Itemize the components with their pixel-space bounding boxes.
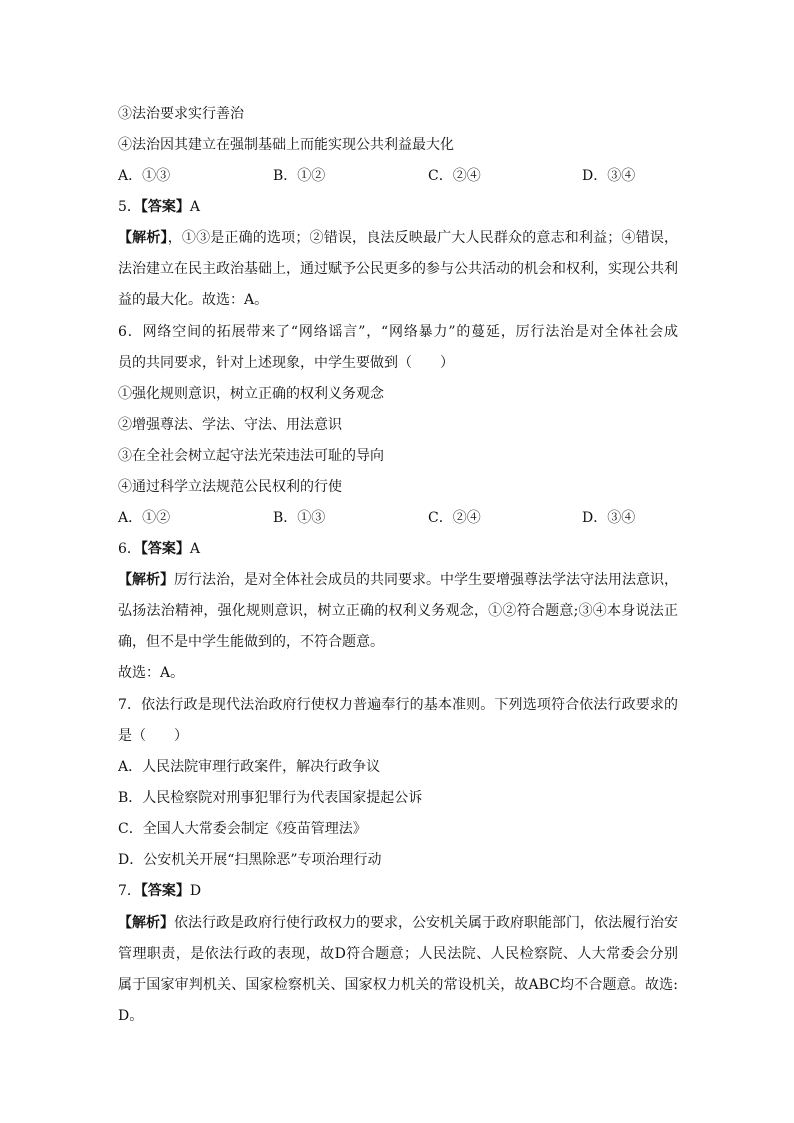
q5-option-b: B．①②: [273, 168, 326, 184]
statement-4: ④法治因其建立在强制基础上而能实现公共利益最大化: [118, 137, 454, 153]
q5-explanation-line-3: 益的最大化。故选：A。: [118, 292, 269, 308]
q6-answer-value: A: [189, 541, 201, 557]
q6-answer: [118, 539, 678, 559]
q6-option-b: B．①③: [273, 510, 326, 526]
q6-explanation-line-1: [118, 570, 678, 590]
q6-statement-4: ④通过科学立法规范公民权利的行使: [118, 479, 342, 495]
statement-3: ③法治要求实行善治: [118, 106, 244, 122]
q7-answer: [118, 881, 678, 901]
q7-question-line-2: 是（ ）: [118, 728, 188, 744]
q6-answer-number: 6．: [118, 541, 141, 557]
q5-explanation-tag: 【解析】: [118, 230, 168, 246]
q5-options: [118, 166, 718, 186]
q5-explanation-line-2: 法治建立在民主政治基础上，通过赋予公民更多的参与公共活动的机会和权利，实现公共利: [118, 261, 678, 277]
q5-answer-value: A: [189, 199, 201, 215]
q7-answer-number: 7．: [118, 883, 141, 899]
q6-option-d: D．③④: [582, 510, 636, 526]
q5-option-a: A．①③: [118, 168, 171, 184]
q7-option-b: B．人民检察院对刑事犯罪行为代表国家提起公诉: [118, 790, 423, 806]
q5-explanation-line-1: [118, 228, 678, 248]
q6-option-c: C．②④: [428, 510, 481, 526]
q6-explanation-tag: 【解析】: [118, 572, 174, 588]
q6-explanation-line-2: 弘扬法治精神，强化规则意识，树立正确的权利义务观念，①②符合题意;③④本身说法正: [118, 603, 678, 619]
q6-options: [118, 508, 718, 528]
q5-explanation-text: ，①③是正确的选项；②错误，良法反映最广大人民群众的意志和利益；④错误，: [167, 230, 678, 246]
q6-explanation-line-4: 故选：A。: [118, 665, 185, 681]
q7-explanation-line-3: 属于国家审判机关、国家检察机关、国家权力机关的常设机关，故ABC均不合题意。故选:: [118, 977, 678, 993]
q7-option-c: C．全国人大常委会制定《疫苗管理法》: [118, 821, 367, 837]
q6-explanation-text: 厉行法治，是对全体社会成员的共同要求。中学生要增强尊法学法守法用法意识，: [174, 572, 678, 588]
q7-explanation-tag: 【解析】: [118, 915, 174, 931]
q6-statement-2: ②增强尊法、学法、守法、用法意识: [118, 417, 342, 433]
q6-statement-1: ①强化规则意识，树立正确的权利义务观念: [118, 386, 384, 402]
q7-answer-tag: 【答案】: [140, 883, 190, 899]
q7-explanation-line-4: D。: [118, 1008, 144, 1024]
q7-option-a: A．人民法院审理行政案件，解决行政争议: [118, 759, 381, 775]
q6-explanation-line-3: 确，但不是中学生能做到的，不符合题意。: [118, 634, 384, 650]
q5-answer-number: 5．: [118, 199, 141, 215]
q7-answer-value: D: [189, 883, 202, 899]
q5-answer-tag: 【答案】: [140, 199, 190, 215]
q7-explanation-text: 依法行政是政府行使行政权力的要求，公安机关属于政府职能部门，依法履行治安: [174, 915, 678, 931]
q7-option-d: D．公安机关开展“扫黑除恶”专项治理行动: [118, 852, 382, 868]
q6-option-a: A．①②: [118, 510, 171, 526]
q5-option-d: D．③④: [582, 168, 636, 184]
q5-option-c: C．②④: [428, 168, 481, 184]
q7-explanation-line-1: [118, 913, 678, 933]
q6-question-line-2: 员的共同要求，针对上述现象，中学生要做到（ ）: [118, 355, 454, 371]
q5-answer: [118, 197, 678, 217]
q7-question-line-1: 7．依法行政是现代法治政府行使权力普遍奉行的基本准则。下列选项符合依法行政要求的: [118, 697, 678, 713]
q6-answer-tag: 【答案】: [140, 541, 190, 557]
q6-question-line-1: 6．网络空间的拓展带来了“网络谣言”，“网络暴力”的蔓延，厉行法治是对全体社会成: [118, 324, 678, 340]
q6-statement-3: ③在全社会树立起守法光荣违法可耻的导向: [118, 448, 384, 464]
q7-explanation-line-2: 管理职责，是依法行政的表现，故D符合题意；人民法院、人民检察院、人大常委会分别: [118, 946, 678, 962]
